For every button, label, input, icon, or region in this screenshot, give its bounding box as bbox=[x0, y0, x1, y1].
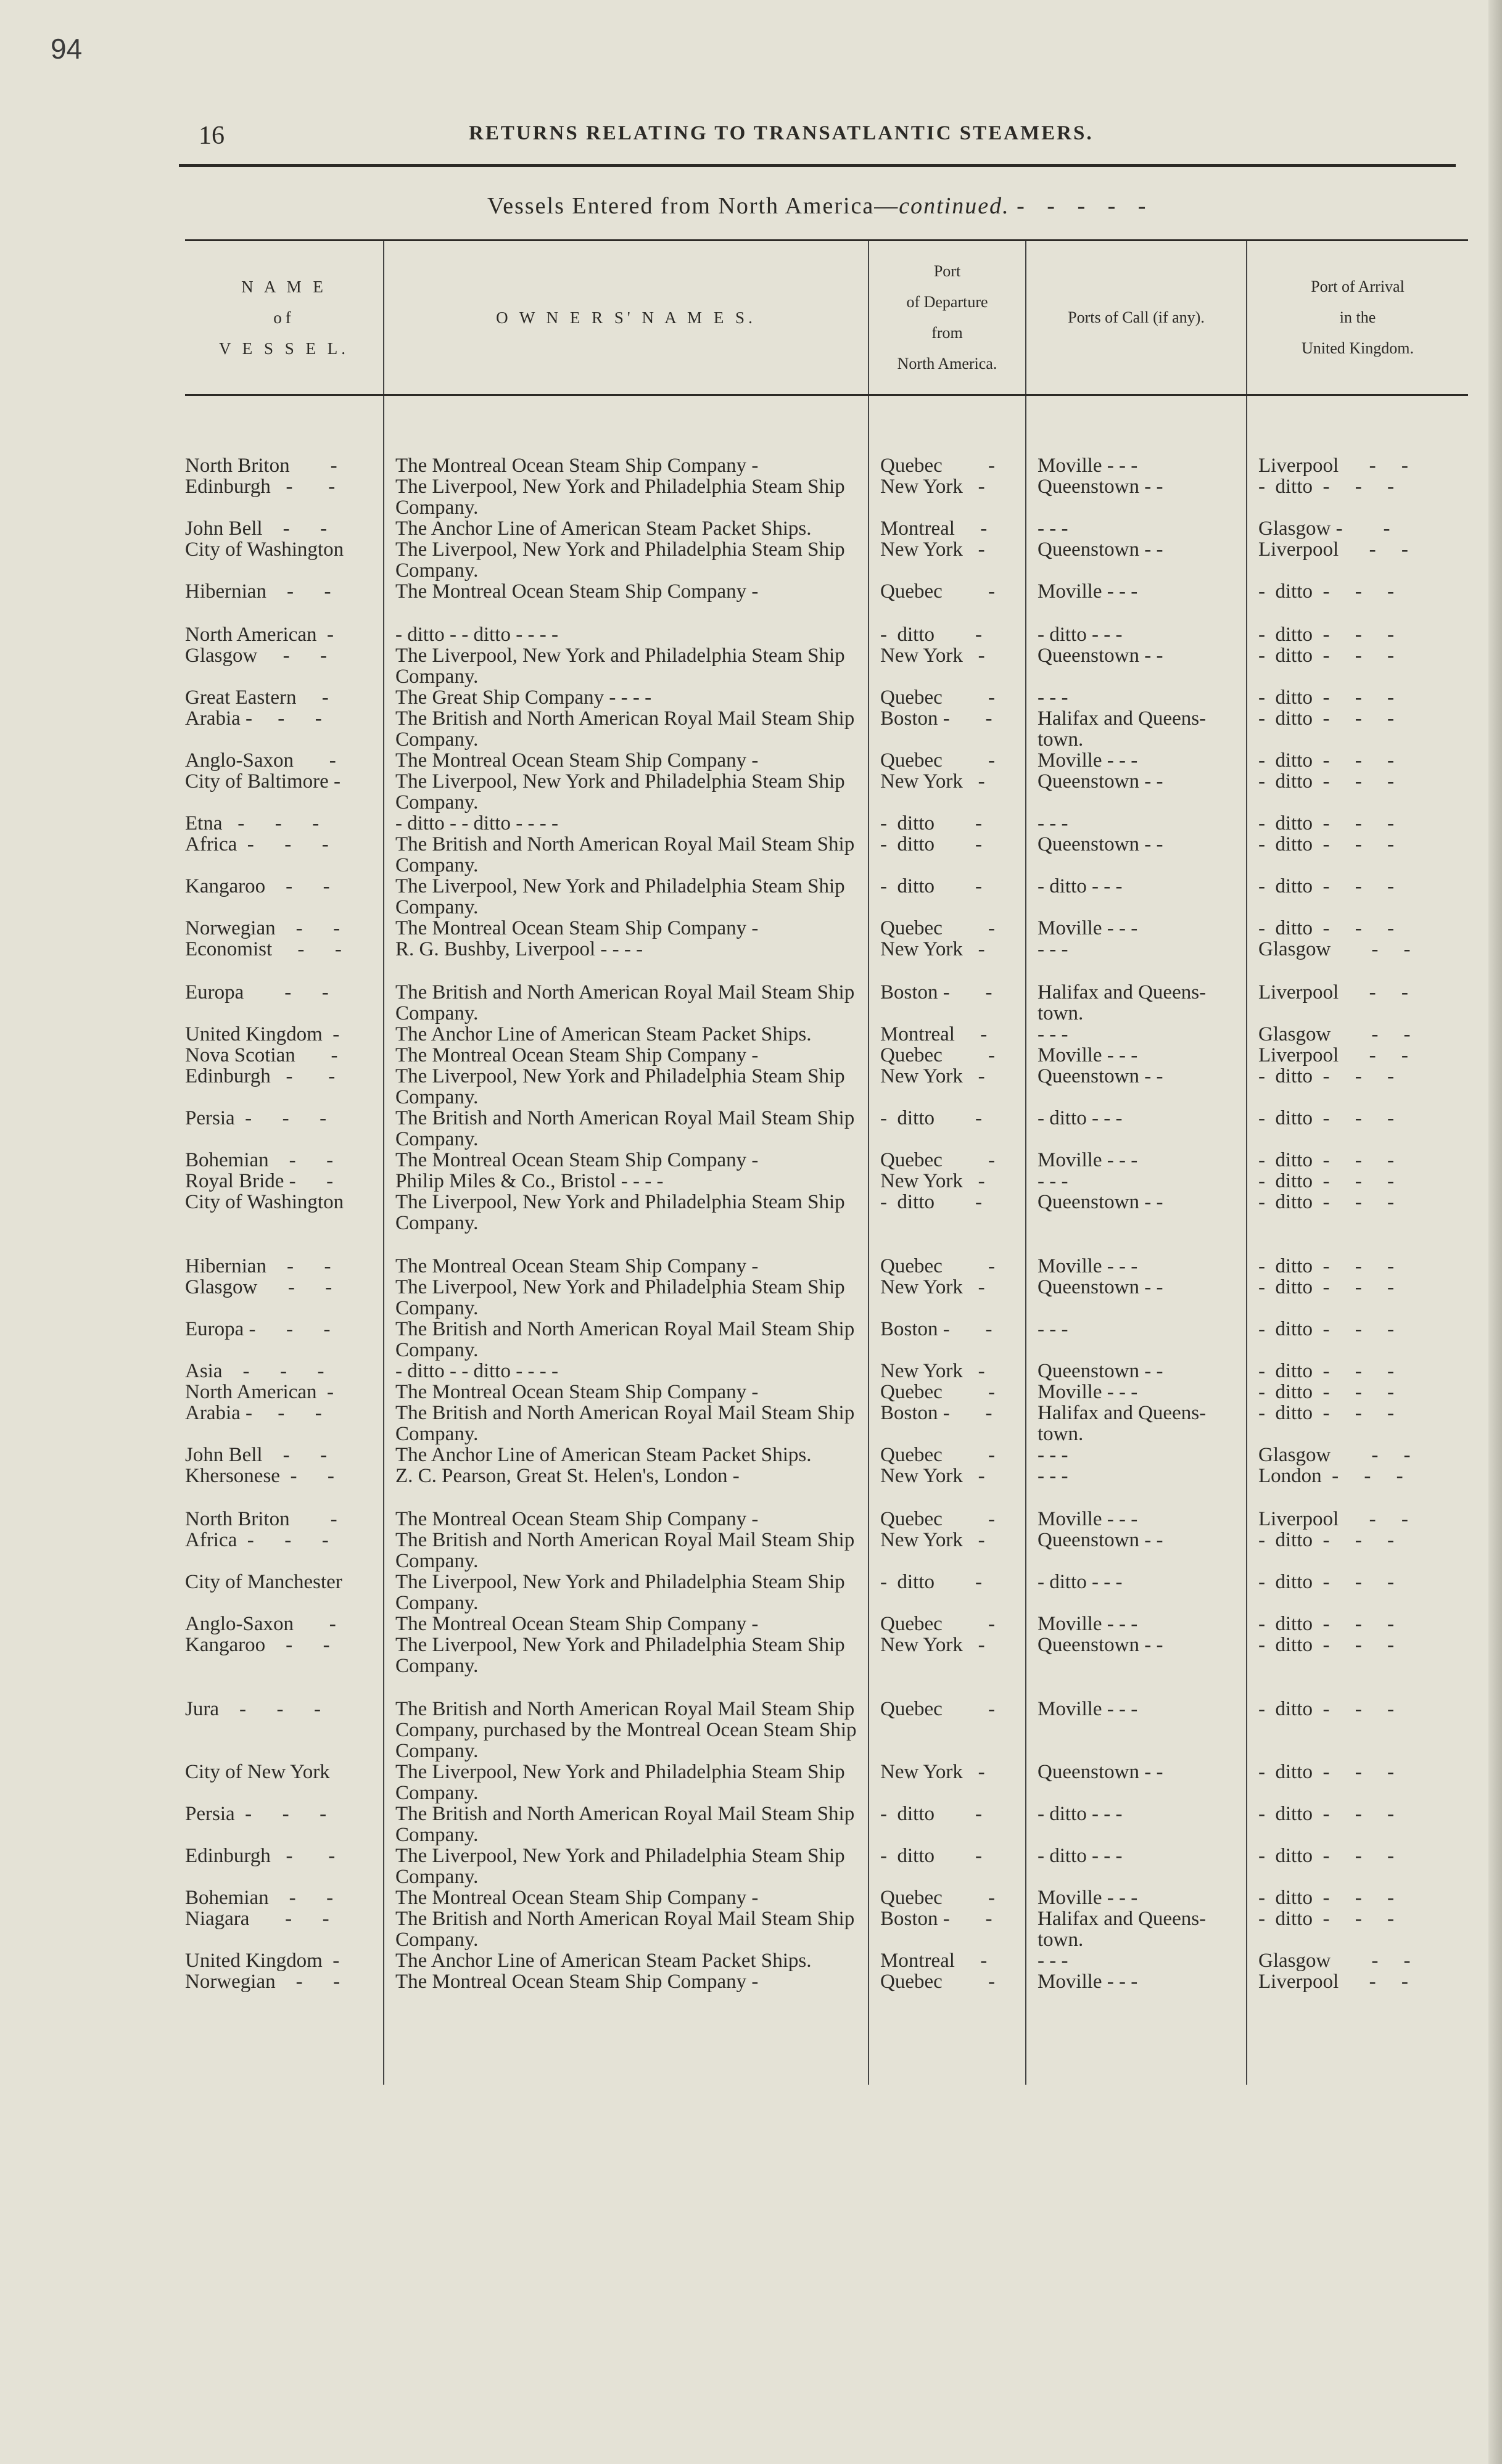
departure-port: New York - bbox=[869, 939, 1026, 982]
table-row bbox=[185, 581, 1468, 624]
table-row bbox=[185, 1887, 1468, 1908]
table-row bbox=[185, 982, 1468, 1024]
departure-port: - ditto - bbox=[869, 1572, 1026, 1613]
vessel-name: Europa - - - bbox=[185, 1319, 331, 1340]
table-row bbox=[185, 1971, 1468, 2085]
subtitle-main: Vessels Entered from North America— bbox=[487, 193, 899, 219]
port-of-call: - ditto - - - bbox=[1026, 876, 1247, 918]
arrival-port: - ditto - - - bbox=[1247, 1403, 1468, 1444]
arrival-port: Glasgow - - bbox=[1247, 939, 1468, 982]
departure-port: New York - bbox=[869, 1530, 1026, 1572]
port-of-call: Moville - - - bbox=[1026, 918, 1247, 939]
arrival-port: Glasgow - - bbox=[1247, 1024, 1468, 1045]
departure-port: Quebec - bbox=[869, 1444, 1026, 1465]
table-row bbox=[185, 1150, 1468, 1171]
departure-port: - ditto - bbox=[869, 1845, 1026, 1887]
departure-port: - ditto - bbox=[869, 834, 1026, 876]
col-header-call: Ports of Call (if any). bbox=[1026, 241, 1247, 395]
table-body bbox=[185, 395, 1468, 2085]
departure-port: New York - bbox=[869, 1171, 1026, 1192]
owner-name: The Montreal Ocean Steam Ship Company - bbox=[384, 1045, 869, 1066]
table-row bbox=[185, 1845, 1468, 1887]
port-of-call: Moville - - - bbox=[1026, 750, 1247, 771]
vessel-name: Africa - - - bbox=[185, 1530, 329, 1551]
arrival-port: - ditto - - - bbox=[1247, 708, 1468, 750]
vessel-name: Royal Bride - - bbox=[185, 1171, 334, 1192]
owner-name: The Montreal Ocean Steam Ship Company - bbox=[384, 750, 869, 771]
owner-name: The Anchor Line of American Steam Packet Ships. bbox=[384, 518, 869, 539]
arrival-port: - ditto - - - bbox=[1247, 1277, 1468, 1319]
departure-port: - ditto - bbox=[869, 1108, 1026, 1150]
owner-name: The Liverpool, New York and Philadelphia Steam Ship Company. bbox=[384, 1761, 869, 1803]
table-row bbox=[185, 1066, 1468, 1108]
departure-port: Quebec - bbox=[869, 1256, 1026, 1277]
vessel-name: Edinburgh - - bbox=[185, 476, 336, 498]
vessel-name: Niagara - - bbox=[185, 1908, 329, 1930]
table-row bbox=[185, 1108, 1468, 1150]
vessel-name: Edinburgh - - bbox=[185, 1066, 336, 1087]
owner-name: The British and North American Royal Mail Steam Ship Company, purchased by the Montreal Ocean Steam Ship Company. bbox=[384, 1699, 869, 1761]
departure-port: Quebec - bbox=[869, 581, 1026, 624]
departure-port: Boston - - bbox=[869, 708, 1026, 750]
page-edge-shadow bbox=[1488, 0, 1502, 2464]
table-row bbox=[185, 834, 1468, 876]
arrival-port: - ditto - - - bbox=[1247, 1845, 1468, 1887]
arrival-port: - ditto - - - bbox=[1247, 476, 1468, 518]
vessel-name: Jura - - - bbox=[185, 1699, 321, 1720]
arrival-port: Liverpool - - bbox=[1247, 539, 1468, 581]
header-spacer-row bbox=[185, 395, 1468, 456]
vessel-name: Bohemian - - bbox=[185, 1887, 334, 1908]
table-row bbox=[185, 918, 1468, 939]
owner-name: - ditto - - ditto - - - - bbox=[384, 624, 869, 645]
arrival-port: - ditto - - - bbox=[1247, 645, 1468, 687]
table-row bbox=[185, 1530, 1468, 1572]
owner-name: Z. C. Pearson, Great St. Helen's, London - bbox=[384, 1465, 869, 1509]
owner-name: The British and North American Royal Mail Steam Ship Company. bbox=[384, 1319, 869, 1361]
port-of-call: Moville - - - bbox=[1026, 1699, 1247, 1761]
owner-name: - ditto - - ditto - - - - bbox=[384, 1361, 869, 1382]
header-title: RETURNS RELATING TO TRANSATLANTIC STEAMERS. bbox=[469, 122, 1094, 144]
owner-name: The Anchor Line of American Steam Packet Ships. bbox=[384, 1950, 869, 1971]
table-row bbox=[185, 1382, 1468, 1403]
port-of-call: Halifax and Queens-town. bbox=[1026, 708, 1247, 750]
arrival-port: - ditto - - - bbox=[1247, 834, 1468, 876]
arrival-port: - ditto - - - bbox=[1247, 1319, 1468, 1361]
owner-name: The Great Ship Company - - - - bbox=[384, 687, 869, 708]
table-row bbox=[185, 1361, 1468, 1382]
table-row bbox=[185, 813, 1468, 834]
port-of-call: - - - bbox=[1026, 1171, 1247, 1192]
table-row bbox=[185, 1192, 1468, 1256]
vessel-name: Bohemian - - bbox=[185, 1150, 334, 1171]
arrival-port: - ditto - - - bbox=[1247, 687, 1468, 708]
vessel-name: Asia - - - bbox=[185, 1361, 324, 1382]
subtitle-trail: - - - - - bbox=[1009, 193, 1147, 219]
vessel-name: City of New York bbox=[185, 1761, 330, 1783]
vessel-name: John Bell - - bbox=[185, 518, 328, 539]
vessels-table bbox=[185, 239, 1468, 2085]
header-rule bbox=[179, 164, 1456, 167]
port-of-call: Moville - - - bbox=[1026, 1382, 1247, 1403]
departure-port: Montreal - bbox=[869, 1950, 1026, 1971]
vessel-name: Persia - - - bbox=[185, 1108, 327, 1129]
vessel-name: Economist - - bbox=[185, 939, 342, 960]
table-row bbox=[185, 1444, 1468, 1465]
col-header-name: N A M E of V E S S E L. bbox=[185, 241, 384, 395]
vessel-name: Nova Scotian - bbox=[185, 1045, 338, 1066]
arrival-port: - ditto - - - bbox=[1247, 1699, 1468, 1761]
table-row bbox=[185, 687, 1468, 708]
owner-name: The British and North American Royal Mail Steam Ship Company. bbox=[384, 1530, 869, 1572]
departure-port: New York - bbox=[869, 1066, 1026, 1108]
port-of-call: - - - bbox=[1026, 1950, 1247, 1971]
owner-name: The Liverpool, New York and Philadelphia Steam Ship Company. bbox=[384, 1845, 869, 1887]
vessel-name: City of Baltimore - bbox=[185, 771, 341, 793]
arrival-port: - ditto - - - bbox=[1247, 1382, 1468, 1403]
departure-port: Montreal - bbox=[869, 518, 1026, 539]
vessel-name: North Briton - bbox=[185, 1509, 337, 1530]
arrival-port: - ditto - - - bbox=[1247, 1887, 1468, 1908]
port-of-call: - - - bbox=[1026, 1319, 1247, 1361]
port-of-call: Moville - - - bbox=[1026, 1887, 1247, 1908]
port-of-call: Moville - - - bbox=[1026, 455, 1247, 476]
arrival-port: - ditto - - - bbox=[1247, 581, 1468, 624]
arrival-port: Liverpool - - bbox=[1247, 1971, 1468, 2085]
table-row bbox=[185, 1319, 1468, 1361]
owner-name: Philip Miles & Co., Bristol - - - - bbox=[384, 1171, 869, 1192]
owner-name: The Montreal Ocean Steam Ship Company - bbox=[384, 1509, 869, 1530]
port-of-call: Queenstown - - bbox=[1026, 771, 1247, 813]
port-of-call: - ditto - - - bbox=[1026, 1572, 1247, 1613]
owner-name: The Montreal Ocean Steam Ship Company - bbox=[384, 1150, 869, 1171]
port-of-call: Queenstown - - bbox=[1026, 1192, 1247, 1256]
arrival-port: - ditto - - - bbox=[1247, 1530, 1468, 1572]
owner-name: The Liverpool, New York and Philadelphia Steam Ship Company. bbox=[384, 1572, 869, 1613]
port-of-call: Moville - - - bbox=[1026, 1045, 1247, 1066]
owner-name: The Montreal Ocean Steam Ship Company - bbox=[384, 918, 869, 939]
table-row bbox=[185, 1950, 1468, 1971]
vessel-name: North American - bbox=[185, 1382, 334, 1403]
departure-port: Boston - - bbox=[869, 1403, 1026, 1444]
table-row bbox=[185, 771, 1468, 813]
arrival-port: - ditto - - - bbox=[1247, 1108, 1468, 1150]
port-of-call: Halifax and Queens-town. bbox=[1026, 982, 1247, 1024]
table-subtitle bbox=[487, 192, 1147, 220]
table-row bbox=[185, 476, 1468, 518]
table-row bbox=[185, 1256, 1468, 1277]
owner-name: The Anchor Line of American Steam Packet Ships. bbox=[384, 1444, 869, 1465]
owner-name: The British and North American Royal Mail Steam Ship Company. bbox=[384, 982, 869, 1024]
port-of-call: Queenstown - - bbox=[1026, 834, 1247, 876]
departure-port: New York - bbox=[869, 645, 1026, 687]
vessel-name: Norwegian - - bbox=[185, 918, 340, 939]
port-of-call: Halifax and Queens-town. bbox=[1026, 1403, 1247, 1444]
port-of-call: - - - bbox=[1026, 687, 1247, 708]
port-of-call: Queenstown - - bbox=[1026, 1761, 1247, 1803]
departure-port: Quebec - bbox=[869, 455, 1026, 476]
port-of-call: - - - bbox=[1026, 518, 1247, 539]
arrival-port: Glasgow - - bbox=[1247, 1950, 1468, 1971]
owner-name: The Montreal Ocean Steam Ship Company - bbox=[384, 1382, 869, 1403]
vessel-name: Anglo-Saxon - bbox=[185, 750, 336, 771]
arrival-port: Liverpool - - bbox=[1247, 455, 1468, 476]
port-of-call: Halifax and Queens-town. bbox=[1026, 1908, 1247, 1950]
port-of-call: Queenstown - - bbox=[1026, 1066, 1247, 1108]
col-header-arrival: Port of Arrival in the United Kingdom. bbox=[1247, 241, 1468, 395]
departure-port: - ditto - bbox=[869, 876, 1026, 918]
departure-port: New York - bbox=[869, 1277, 1026, 1319]
vessel-name: Hibernian - - bbox=[185, 581, 331, 603]
owner-name: The British and North American Royal Mail Steam Ship Company. bbox=[384, 1803, 869, 1845]
arrival-port: - ditto - - - bbox=[1247, 1192, 1468, 1256]
vessel-name: Kangaroo - - bbox=[185, 876, 330, 897]
table-row bbox=[185, 1171, 1468, 1192]
header-page-number: 16 bbox=[199, 122, 225, 150]
table-row bbox=[185, 1761, 1468, 1803]
table-row bbox=[185, 1803, 1468, 1845]
owner-name: The Liverpool, New York and Philadelphia Steam Ship Company. bbox=[384, 645, 869, 687]
departure-port: New York - bbox=[869, 771, 1026, 813]
vessel-name: Glasgow - - bbox=[185, 1277, 332, 1298]
departure-port: Quebec - bbox=[869, 1150, 1026, 1171]
owner-name: The British and North American Royal Mail Steam Ship Company. bbox=[384, 1908, 869, 1950]
port-of-call: - - - bbox=[1026, 1024, 1247, 1045]
departure-port: Quebec - bbox=[869, 918, 1026, 939]
departure-port: New York - bbox=[869, 1465, 1026, 1509]
port-of-call: Queenstown - - bbox=[1026, 476, 1247, 518]
vessel-name: Khersonese - - bbox=[185, 1465, 334, 1487]
vessel-name: United Kingdom - bbox=[185, 1024, 340, 1045]
owner-name: The Liverpool, New York and Philadelphia Steam Ship Company. bbox=[384, 876, 869, 918]
port-of-call: Queenstown - - bbox=[1026, 645, 1247, 687]
vessel-name: Hibernian - - bbox=[185, 1256, 331, 1277]
vessel-name: Anglo-Saxon - bbox=[185, 1613, 336, 1634]
table-row bbox=[185, 708, 1468, 750]
arrival-port: - ditto - - - bbox=[1247, 1572, 1468, 1613]
vessel-name: Arabia - - - bbox=[185, 1403, 322, 1424]
departure-port: New York - bbox=[869, 476, 1026, 518]
arrival-port: Liverpool - - bbox=[1247, 982, 1468, 1024]
departure-port: Quebec - bbox=[869, 1509, 1026, 1530]
owner-name: The Montreal Ocean Steam Ship Company - bbox=[384, 455, 869, 476]
vessel-name: Arabia - - - bbox=[185, 708, 322, 730]
port-of-call: Moville - - - bbox=[1026, 581, 1247, 624]
arrival-port: - ditto - - - bbox=[1247, 1908, 1468, 1950]
vessel-name: Persia - - - bbox=[185, 1803, 327, 1825]
table-row bbox=[185, 1277, 1468, 1319]
table-row bbox=[185, 1613, 1468, 1634]
vessel-name: Glasgow - - bbox=[185, 645, 328, 667]
table-row bbox=[185, 518, 1468, 539]
owner-name: The British and North American Royal Mail Steam Ship Company. bbox=[384, 834, 869, 876]
owner-name: The Montreal Ocean Steam Ship Company - bbox=[384, 1887, 869, 1908]
table-row bbox=[185, 1699, 1468, 1761]
arrival-port: London - - - bbox=[1247, 1465, 1468, 1509]
vessel-name: North Briton - bbox=[185, 455, 337, 476]
port-of-call: Queenstown - - bbox=[1026, 539, 1247, 581]
table-row bbox=[185, 750, 1468, 771]
vessel-name: John Bell - - bbox=[185, 1444, 328, 1465]
table-row bbox=[185, 939, 1468, 982]
departure-port: New York - bbox=[869, 1361, 1026, 1382]
col-header-owners: O W N E R S' N A M E S. bbox=[384, 241, 869, 395]
arrival-port: - ditto - - - bbox=[1247, 1803, 1468, 1845]
vessel-name: Norwegian - - bbox=[185, 1971, 340, 1993]
owner-name: The Liverpool, New York and Philadelphia Steam Ship Company. bbox=[384, 1634, 869, 1699]
departure-port: Quebec - bbox=[869, 1382, 1026, 1403]
arrival-port: - ditto - - - bbox=[1247, 1150, 1468, 1171]
departure-port: Quebec - bbox=[869, 750, 1026, 771]
table-row bbox=[185, 1908, 1468, 1950]
owner-name: - ditto - - ditto - - - - bbox=[384, 813, 869, 834]
owner-name: The Liverpool, New York and Philadelphia Steam Ship Company. bbox=[384, 1066, 869, 1108]
port-of-call: Queenstown - - bbox=[1026, 1361, 1247, 1382]
port-of-call: Moville - - - bbox=[1026, 1150, 1247, 1171]
table-row bbox=[185, 1045, 1468, 1066]
vessel-name: North American - bbox=[185, 624, 334, 645]
departure-port: - ditto - bbox=[869, 813, 1026, 834]
owner-name: The Liverpool, New York and Philadelphia Steam Ship Company. bbox=[384, 476, 869, 518]
table-row bbox=[185, 1634, 1468, 1699]
owner-name: The Anchor Line of American Steam Packet Ships. bbox=[384, 1024, 869, 1045]
owner-name: The British and North American Royal Mail Steam Ship Company. bbox=[384, 1403, 869, 1444]
table-row bbox=[185, 624, 1468, 645]
table-row bbox=[185, 1572, 1468, 1613]
departure-port: New York - bbox=[869, 539, 1026, 581]
vessel-name: United Kingdom - bbox=[185, 1950, 340, 1971]
port-of-call: Moville - - - bbox=[1026, 1613, 1247, 1634]
departure-port: Quebec - bbox=[869, 1887, 1026, 1908]
owner-name: The Montreal Ocean Steam Ship Company - bbox=[384, 1971, 869, 2085]
vessel-name: City of Washington bbox=[185, 539, 344, 561]
arrival-port: - ditto - - - bbox=[1247, 771, 1468, 813]
table-row bbox=[185, 1403, 1468, 1444]
arrival-port: - ditto - - - bbox=[1247, 1634, 1468, 1699]
departure-port: - ditto - bbox=[869, 1803, 1026, 1845]
arrival-port: - ditto - - - bbox=[1247, 1761, 1468, 1803]
departure-port: Quebec - bbox=[869, 1045, 1026, 1066]
owner-name: The Montreal Ocean Steam Ship Company - bbox=[384, 581, 869, 624]
departure-port: New York - bbox=[869, 1761, 1026, 1803]
departure-port: - ditto - bbox=[869, 1192, 1026, 1256]
vessel-name: Great Eastern - bbox=[185, 687, 329, 708]
vessel-name: Africa - - - bbox=[185, 834, 329, 855]
port-of-call: Queenstown - - bbox=[1026, 1530, 1247, 1572]
vessel-name: Europa - - bbox=[185, 982, 329, 1003]
arrival-port: - ditto - - - bbox=[1247, 624, 1468, 645]
departure-port: Boston - - bbox=[869, 1319, 1026, 1361]
departure-port: Boston - - bbox=[869, 1908, 1026, 1950]
port-of-call: - - - bbox=[1026, 939, 1247, 982]
departure-port: - ditto - bbox=[869, 624, 1026, 645]
table-row bbox=[185, 1509, 1468, 1530]
owner-name: The Montreal Ocean Steam Ship Company - bbox=[384, 1613, 869, 1634]
vessel-name: Edinburgh - - bbox=[185, 1845, 336, 1867]
vessel-name: Etna - - - bbox=[185, 813, 320, 834]
owner-name: The Liverpool, New York and Philadelphia Steam Ship Company. bbox=[384, 539, 869, 581]
port-of-call: Moville - - - bbox=[1026, 1971, 1247, 2085]
port-of-call: - ditto - - - bbox=[1026, 1845, 1247, 1887]
table-header-row bbox=[185, 241, 1468, 395]
owner-name: The British and North American Royal Mail Steam Ship Company. bbox=[384, 708, 869, 750]
arrival-port: - ditto - - - bbox=[1247, 1066, 1468, 1108]
arrival-port: Glasgow - - bbox=[1247, 1444, 1468, 1465]
arrival-port: - ditto - - - bbox=[1247, 876, 1468, 918]
vessel-name: City of Washington bbox=[185, 1192, 344, 1213]
port-of-call: - - - bbox=[1026, 1465, 1247, 1509]
departure-port: Quebec - bbox=[869, 1699, 1026, 1761]
departure-port: Montreal - bbox=[869, 1024, 1026, 1045]
table-row bbox=[185, 1465, 1468, 1509]
departure-port: Quebec - bbox=[869, 1971, 1026, 2085]
arrival-port: - ditto - - - bbox=[1247, 1613, 1468, 1634]
port-of-call: - ditto - - - bbox=[1026, 624, 1247, 645]
departure-port: Quebec - bbox=[869, 1613, 1026, 1634]
departure-port: Quebec - bbox=[869, 687, 1026, 708]
page-number: 94 bbox=[51, 33, 83, 65]
owner-name: The Liverpool, New York and Philadelphia Steam Ship Company. bbox=[384, 771, 869, 813]
departure-port: New York - bbox=[869, 1634, 1026, 1699]
arrival-port: - ditto - - - bbox=[1247, 1171, 1468, 1192]
owner-name: R. G. Bushby, Liverpool - - - - bbox=[384, 939, 869, 982]
subtitle-continued: continued. bbox=[899, 193, 1010, 219]
departure-port: Boston - - bbox=[869, 982, 1026, 1024]
port-of-call: - ditto - - - bbox=[1026, 1803, 1247, 1845]
arrival-port: - ditto - - - bbox=[1247, 813, 1468, 834]
arrival-port: Liverpool - - bbox=[1247, 1045, 1468, 1066]
arrival-port: Glasgow - - bbox=[1247, 518, 1468, 539]
arrival-port: - ditto - - - bbox=[1247, 1256, 1468, 1277]
arrival-port: - ditto - - - bbox=[1247, 1361, 1468, 1382]
arrival-port: - ditto - - - bbox=[1247, 918, 1468, 939]
vessel-name: Kangaroo - - bbox=[185, 1634, 330, 1656]
table-row bbox=[185, 539, 1468, 581]
port-of-call: Moville - - - bbox=[1026, 1509, 1247, 1530]
owner-name: The Montreal Ocean Steam Ship Company - bbox=[384, 1256, 869, 1277]
port-of-call: Moville - - - bbox=[1026, 1256, 1247, 1277]
port-of-call: Queenstown - - bbox=[1026, 1634, 1247, 1699]
owner-name: The British and North American Royal Mail Steam Ship Company. bbox=[384, 1108, 869, 1150]
arrival-port: - ditto - - - bbox=[1247, 750, 1468, 771]
arrival-port: Liverpool - - bbox=[1247, 1509, 1468, 1530]
port-of-call: - - - bbox=[1026, 1444, 1247, 1465]
table-row bbox=[185, 1024, 1468, 1045]
port-of-call: Queenstown - - bbox=[1026, 1277, 1247, 1319]
owner-name: The Liverpool, New York and Philadelphia Steam Ship Company. bbox=[384, 1192, 869, 1256]
table-row bbox=[185, 876, 1468, 918]
vessel-name: City of Manchester bbox=[185, 1572, 342, 1593]
port-of-call: - ditto - - - bbox=[1026, 1108, 1247, 1150]
table-row bbox=[185, 455, 1468, 476]
col-header-departure: Port of Departure from North America. bbox=[869, 241, 1026, 395]
table-row bbox=[185, 645, 1468, 687]
owner-name: The Liverpool, New York and Philadelphia Steam Ship Company. bbox=[384, 1277, 869, 1319]
port-of-call: - - - bbox=[1026, 813, 1247, 834]
